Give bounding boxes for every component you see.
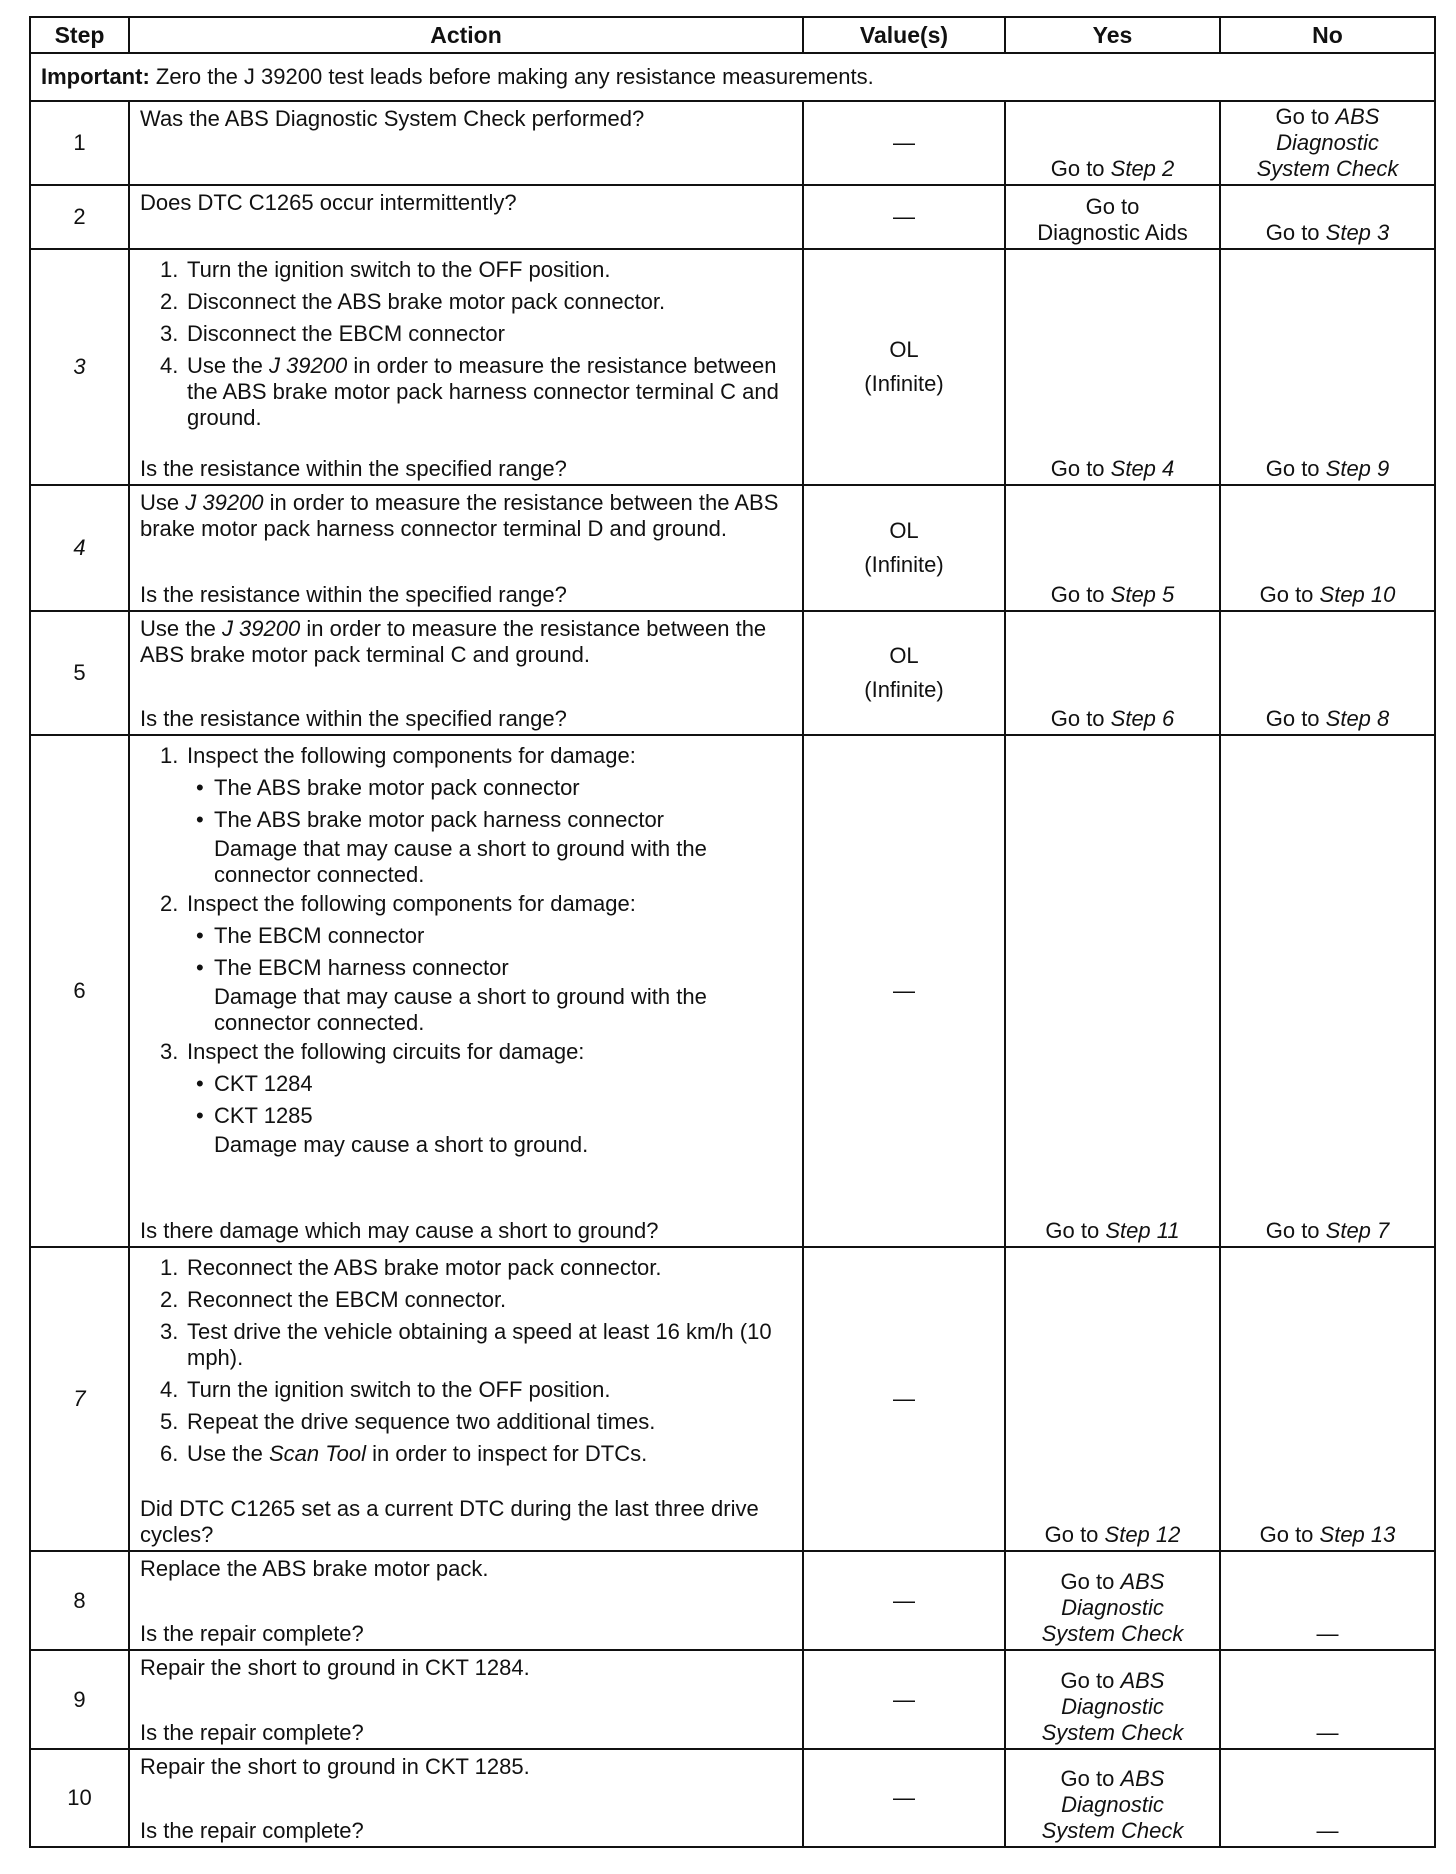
action-text	[140, 616, 792, 668]
action-content	[130, 186, 802, 248]
bullet-icon: •	[196, 1103, 204, 1128]
text-segment: Go to	[1085, 194, 1140, 219]
item-text	[187, 1255, 662, 1281]
numbered-item	[160, 743, 792, 769]
step-number: 2	[30, 185, 129, 249]
no-cell	[1220, 185, 1435, 249]
text-segment: Is the resistance within the specified range?	[140, 456, 567, 481]
no-cell	[1220, 101, 1435, 185]
value-cell	[803, 1749, 1005, 1847]
item-text	[214, 955, 509, 981]
text-segment: Repeat the drive sequence two additional times.	[187, 1409, 656, 1434]
yes-cell	[1005, 735, 1220, 1247]
bullet-icon: •	[196, 1071, 204, 1096]
action-cell	[129, 101, 803, 185]
numbered-item	[160, 1441, 792, 1467]
value-cell	[803, 735, 1005, 1247]
item-text	[187, 1319, 792, 1371]
step-number: 7	[30, 1247, 129, 1551]
item-text	[187, 743, 636, 769]
item-text	[187, 257, 611, 283]
numbered-item	[160, 257, 792, 283]
text-segment: The ABS brake motor pack harness connector	[214, 807, 665, 832]
text-segment: Did DTC C1265 set as a current DTC during the last three drive cycles?	[140, 1496, 759, 1547]
italic-reference: Step 7	[1325, 1218, 1390, 1243]
table-row	[30, 1247, 1435, 1551]
item-number: 3.	[160, 1039, 179, 1064]
bullet-icon: •	[196, 807, 204, 832]
yes-line	[1016, 706, 1209, 732]
item-number: 6.	[160, 1441, 179, 1466]
yes-line	[1016, 1621, 1209, 1647]
bullet-icon: •	[196, 955, 204, 980]
text-segment: Repair the short to ground in CKT 1285.	[140, 1754, 530, 1779]
action-cell	[129, 249, 803, 485]
text-segment: Diagnostic Aids	[1037, 220, 1188, 245]
no-line	[1231, 220, 1424, 246]
numbered-item	[160, 321, 792, 347]
text-segment: Damage may cause a short to ground.	[214, 1132, 589, 1157]
action-cell	[129, 1749, 803, 1847]
text-segment: Use the	[187, 353, 269, 378]
numbered-item	[160, 1377, 792, 1403]
text-segment: Test drive the vehicle obtaining a speed at least 16 km/h (10 mph).	[187, 1319, 772, 1370]
text-segment: Is the resistance within the specified range?	[140, 706, 567, 731]
text-segment: Use the	[187, 1441, 269, 1466]
numbered-item	[160, 891, 792, 917]
italic-reference: System Check	[1256, 156, 1399, 181]
no-line	[1231, 1218, 1424, 1244]
value-cell	[803, 1551, 1005, 1650]
important-note-row	[30, 53, 1435, 101]
action-content	[130, 612, 802, 734]
italic-reference: Diagnostic	[1061, 1694, 1164, 1719]
diagnostic-table	[29, 16, 1436, 1848]
yes-line	[1016, 1218, 1209, 1244]
yes-cell	[1005, 249, 1220, 485]
italic-reference: ABS	[1120, 1766, 1165, 1791]
table-row	[30, 1650, 1435, 1749]
value-line: —	[893, 978, 915, 1003]
text-segment: Damage that may cause a short to ground with the connector connected.	[214, 836, 707, 887]
step-number: 6	[30, 735, 129, 1247]
no-cell	[1220, 735, 1435, 1247]
italic-reference: Scan Tool	[268, 1441, 366, 1466]
no-line	[1231, 1720, 1424, 1746]
text-segment: Go to	[1259, 1522, 1320, 1547]
action-question	[140, 1818, 792, 1844]
text-segment: Use the	[140, 616, 222, 641]
text-segment: Turn the ignition switch to the OFF position.	[187, 1377, 611, 1402]
no-cell	[1220, 611, 1435, 735]
value-line: —	[893, 130, 915, 155]
text-segment: Go to	[1265, 1218, 1326, 1243]
no-line	[1231, 1818, 1424, 1844]
item-number: 2.	[160, 891, 179, 916]
table-row	[30, 611, 1435, 735]
yes-line	[1016, 1522, 1209, 1548]
item-number: 1.	[160, 1255, 179, 1280]
header-values: Value(s)	[803, 17, 1005, 53]
italic-reference: Step 13	[1319, 1522, 1396, 1547]
italic-reference: Step 9	[1325, 456, 1390, 481]
table-row	[30, 185, 1435, 249]
item-number: 1.	[160, 257, 179, 282]
action-text	[140, 190, 792, 216]
italic-reference: J 39200	[221, 616, 301, 641]
action-text	[140, 1754, 792, 1780]
yes-cell	[1005, 1749, 1220, 1847]
bullet-item	[196, 923, 792, 949]
numbered-item	[160, 1039, 792, 1065]
step-number: 8	[30, 1551, 129, 1650]
value-line: OL	[889, 643, 919, 668]
item-text	[214, 1071, 313, 1097]
text-segment: Repair the short to ground in CKT 1284.	[140, 1655, 530, 1680]
item-text	[187, 891, 636, 917]
no-line	[1231, 104, 1424, 130]
text-segment: Disconnect the ABS brake motor pack connector.	[187, 289, 666, 314]
step-number: 9	[30, 1650, 129, 1749]
value-cell	[803, 1650, 1005, 1749]
item-text	[214, 775, 580, 801]
yes-cell	[1005, 1650, 1220, 1749]
italic-reference: J 39200	[185, 490, 264, 515]
bullet-icon: •	[196, 775, 204, 800]
item-text	[187, 1377, 611, 1403]
item-number: 2.	[160, 289, 179, 314]
text-segment: Inspect the following circuits for damage:	[187, 1039, 585, 1064]
important-text: Zero the J 39200 test leads before making any resistance measurements.	[149, 64, 874, 89]
italic-reference: ABS	[1120, 1668, 1165, 1693]
text-segment: Go to	[1275, 104, 1336, 129]
step-number: 10	[30, 1749, 129, 1847]
action-cell	[129, 735, 803, 1247]
item-number: 4.	[160, 1377, 179, 1402]
no-cell	[1220, 1650, 1435, 1749]
no-line	[1231, 156, 1424, 182]
no-cell	[1220, 1551, 1435, 1650]
text-segment: Is the resistance within the specified range?	[140, 582, 567, 607]
yes-cell	[1005, 1247, 1220, 1551]
italic-reference: Step 4	[1110, 456, 1175, 481]
text-segment: Go to	[1265, 706, 1326, 731]
text-segment: Was the ABS Diagnostic System Check performed?	[140, 106, 645, 131]
header-no: No	[1220, 17, 1435, 53]
action-content	[130, 1750, 802, 1846]
action-question	[140, 456, 792, 482]
text-segment: Go to	[1060, 1668, 1121, 1693]
important-label: Important:	[41, 64, 150, 89]
italic-reference: System Check	[1041, 1720, 1184, 1745]
no-line	[1231, 130, 1424, 156]
no-cell	[1220, 249, 1435, 485]
numbered-item	[160, 353, 792, 431]
bullet-item	[196, 807, 792, 833]
action-content	[130, 102, 802, 172]
item-text	[187, 1287, 506, 1313]
text-segment: in order to inspect for DTCs.	[365, 1441, 648, 1466]
table-row	[30, 249, 1435, 485]
italic-reference: Step 12	[1104, 1522, 1181, 1547]
text-segment: Does DTC C1265 occur intermittently?	[140, 190, 517, 215]
no-cell	[1220, 1247, 1435, 1551]
yes-line	[1016, 1569, 1209, 1595]
italic-reference: Diagnostic	[1061, 1792, 1164, 1817]
action-cell	[129, 485, 803, 611]
text-segment: —	[1316, 1621, 1339, 1646]
italic-reference: Step 8	[1325, 706, 1390, 731]
text-segment: Reconnect the ABS brake motor pack connector.	[187, 1255, 662, 1280]
italic-reference: System Check	[1041, 1621, 1184, 1646]
text-segment: Go to	[1050, 706, 1111, 731]
header-action: Action	[129, 17, 803, 53]
yes-line	[1016, 456, 1209, 482]
item-number: 5.	[160, 1409, 179, 1434]
text-segment: CKT 1284	[214, 1071, 313, 1096]
yes-line	[1016, 156, 1209, 182]
italic-reference: Step 2	[1110, 156, 1175, 181]
step-number: 5	[30, 611, 129, 735]
italic-reference: Diagnostic	[1276, 130, 1379, 155]
no-line	[1231, 706, 1424, 732]
text-segment: Use	[140, 490, 186, 515]
action-content	[130, 1651, 802, 1748]
text-segment: Go to	[1045, 1218, 1106, 1243]
text-segment: Disconnect the EBCM connector	[187, 321, 505, 346]
text-segment: Is the repair complete?	[140, 1621, 364, 1646]
action-text	[140, 490, 792, 542]
no-cell	[1220, 485, 1435, 611]
value-line: OL	[889, 337, 919, 362]
text-segment: Go to	[1265, 220, 1326, 245]
action-question	[140, 582, 792, 608]
value-cell	[803, 249, 1005, 485]
italic-reference: Diagnostic	[1061, 1595, 1164, 1620]
value-cell	[803, 1247, 1005, 1551]
text-segment: Damage that may cause a short to ground with the connector connected.	[214, 984, 707, 1035]
value-line: —	[893, 1686, 915, 1712]
yes-cell	[1005, 1551, 1220, 1650]
text-segment: —	[1316, 1818, 1339, 1843]
damage-note	[214, 836, 792, 888]
text-segment: in order to measure the resistance between the ABS brake motor pack terminal C and ground.	[140, 616, 767, 667]
no-line	[1231, 456, 1424, 482]
no-cell	[1220, 1749, 1435, 1847]
item-number: 1.	[160, 743, 179, 768]
action-content	[130, 1248, 802, 1550]
step-number: 1	[30, 101, 129, 185]
item-text	[187, 321, 505, 347]
yes-cell	[1005, 101, 1220, 185]
value-line: —	[893, 1785, 915, 1810]
yes-line	[1016, 1818, 1209, 1844]
action-cell	[129, 1551, 803, 1650]
item-text	[187, 353, 792, 431]
text-segment: The EBCM connector	[214, 923, 425, 948]
italic-reference: ABS	[1335, 104, 1380, 129]
bullet-item	[196, 955, 792, 981]
bullet-item	[196, 1103, 792, 1129]
text-segment: CKT 1285	[214, 1103, 313, 1128]
yes-line	[1016, 194, 1209, 220]
yes-line	[1016, 1668, 1209, 1694]
text-segment: Is the repair complete?	[140, 1720, 364, 1745]
yes-cell	[1005, 611, 1220, 735]
italic-reference: System Check	[1041, 1818, 1184, 1843]
action-question	[140, 1720, 792, 1746]
text-segment: Turn the ignition switch to the OFF position.	[187, 257, 611, 282]
action-question	[140, 1496, 792, 1548]
numbered-item	[160, 289, 792, 315]
text-segment: The EBCM harness connector	[214, 955, 509, 980]
numbered-item	[160, 1255, 792, 1281]
yes-cell	[1005, 185, 1220, 249]
value-line: —	[893, 1587, 915, 1613]
value-cell	[803, 611, 1005, 735]
action-text	[140, 1655, 792, 1681]
action-content	[130, 486, 802, 610]
item-number: 3.	[160, 1319, 179, 1344]
action-cell	[129, 1650, 803, 1749]
no-line	[1231, 1522, 1424, 1548]
value-cell	[803, 485, 1005, 611]
yes-line	[1016, 1720, 1209, 1746]
header-step: Step	[30, 17, 129, 53]
action-question	[140, 1218, 792, 1244]
no-line	[1231, 582, 1424, 608]
value-cell	[803, 185, 1005, 249]
table-row	[30, 101, 1435, 185]
italic-reference: Step 6	[1110, 706, 1175, 731]
numbered-item	[160, 1287, 792, 1313]
numbered-item	[160, 1319, 792, 1371]
table-row	[30, 735, 1435, 1247]
bullet-icon: •	[196, 923, 204, 948]
step-number: 4	[30, 485, 129, 611]
text-segment: The ABS brake motor pack connector	[214, 775, 580, 800]
item-number: 2.	[160, 1287, 179, 1312]
action-content	[130, 1552, 802, 1649]
yes-line	[1016, 220, 1209, 246]
italic-reference: ABS	[1120, 1569, 1165, 1594]
text-segment: Go to	[1259, 582, 1320, 607]
text-segment: in order to measure the resistance between the ABS brake motor pack harness connector terminal C and ground.	[187, 353, 779, 430]
item-text	[187, 1441, 647, 1467]
text-segment: Is there damage which may cause a short to ground?	[140, 1218, 659, 1243]
action-text	[140, 1556, 792, 1582]
table-row	[30, 1749, 1435, 1847]
value-line: (Infinite)	[864, 371, 944, 396]
step-number: 3	[30, 249, 129, 485]
text-segment: Go to	[1050, 156, 1111, 181]
item-number: 3.	[160, 321, 179, 346]
action-cell	[129, 611, 803, 735]
action-text	[140, 106, 792, 132]
item-text	[187, 289, 665, 315]
action-question	[140, 706, 792, 732]
item-text	[214, 1103, 313, 1129]
italic-reference: Step 5	[1110, 582, 1175, 607]
header-yes: Yes	[1005, 17, 1220, 53]
text-segment: Go to	[1050, 456, 1111, 481]
yes-line	[1016, 1766, 1209, 1792]
text-segment: Inspect the following components for damage:	[187, 743, 636, 768]
action-question	[140, 1621, 792, 1647]
text-segment: Replace the ABS brake motor pack.	[140, 1556, 489, 1581]
item-text	[187, 1409, 655, 1435]
table-row	[30, 485, 1435, 611]
italic-reference: Step 3	[1325, 220, 1390, 245]
numbered-item	[160, 1409, 792, 1435]
text-segment: Go to	[1044, 1522, 1105, 1547]
italic-reference: Step 10	[1319, 582, 1396, 607]
text-segment: Go to	[1265, 456, 1326, 481]
header-row	[30, 17, 1435, 53]
item-text	[214, 807, 664, 833]
action-cell	[129, 185, 803, 249]
value-line: —	[893, 1386, 915, 1411]
item-text	[214, 923, 424, 949]
yes-line	[1016, 1792, 1209, 1818]
yes-line	[1016, 1694, 1209, 1720]
table-row	[30, 1551, 1435, 1650]
damage-note	[214, 1132, 792, 1158]
action-content	[130, 250, 802, 484]
action-content	[130, 736, 802, 1246]
yes-line	[1016, 582, 1209, 608]
text-segment: Go to	[1050, 582, 1111, 607]
yes-line	[1016, 1595, 1209, 1621]
text-segment: in order to measure the resistance between the ABS brake motor pack harness connector terminal D and ground.	[140, 490, 779, 541]
italic-reference: J 39200	[268, 353, 348, 378]
value-line: (Infinite)	[864, 677, 944, 702]
bullet-item	[196, 775, 792, 801]
damage-note	[214, 984, 792, 1036]
text-segment: Go to	[1060, 1569, 1121, 1594]
bullet-item	[196, 1071, 792, 1097]
text-segment: Go to	[1060, 1766, 1121, 1791]
italic-reference: Step 11	[1105, 1218, 1180, 1243]
value-line: —	[893, 204, 915, 229]
value-line: (Infinite)	[864, 552, 944, 577]
no-line	[1231, 1621, 1424, 1647]
value-line: OL	[889, 518, 919, 543]
text-segment: —	[1316, 1720, 1339, 1745]
item-number: 4.	[160, 353, 179, 378]
text-segment: Is the repair complete?	[140, 1818, 364, 1843]
text-segment: Reconnect the EBCM connector.	[187, 1287, 507, 1312]
important-note	[30, 53, 1435, 101]
yes-cell	[1005, 485, 1220, 611]
item-text	[187, 1039, 584, 1065]
value-cell	[803, 101, 1005, 185]
text-segment: Inspect the following components for damage:	[187, 891, 636, 916]
action-cell	[129, 1247, 803, 1551]
